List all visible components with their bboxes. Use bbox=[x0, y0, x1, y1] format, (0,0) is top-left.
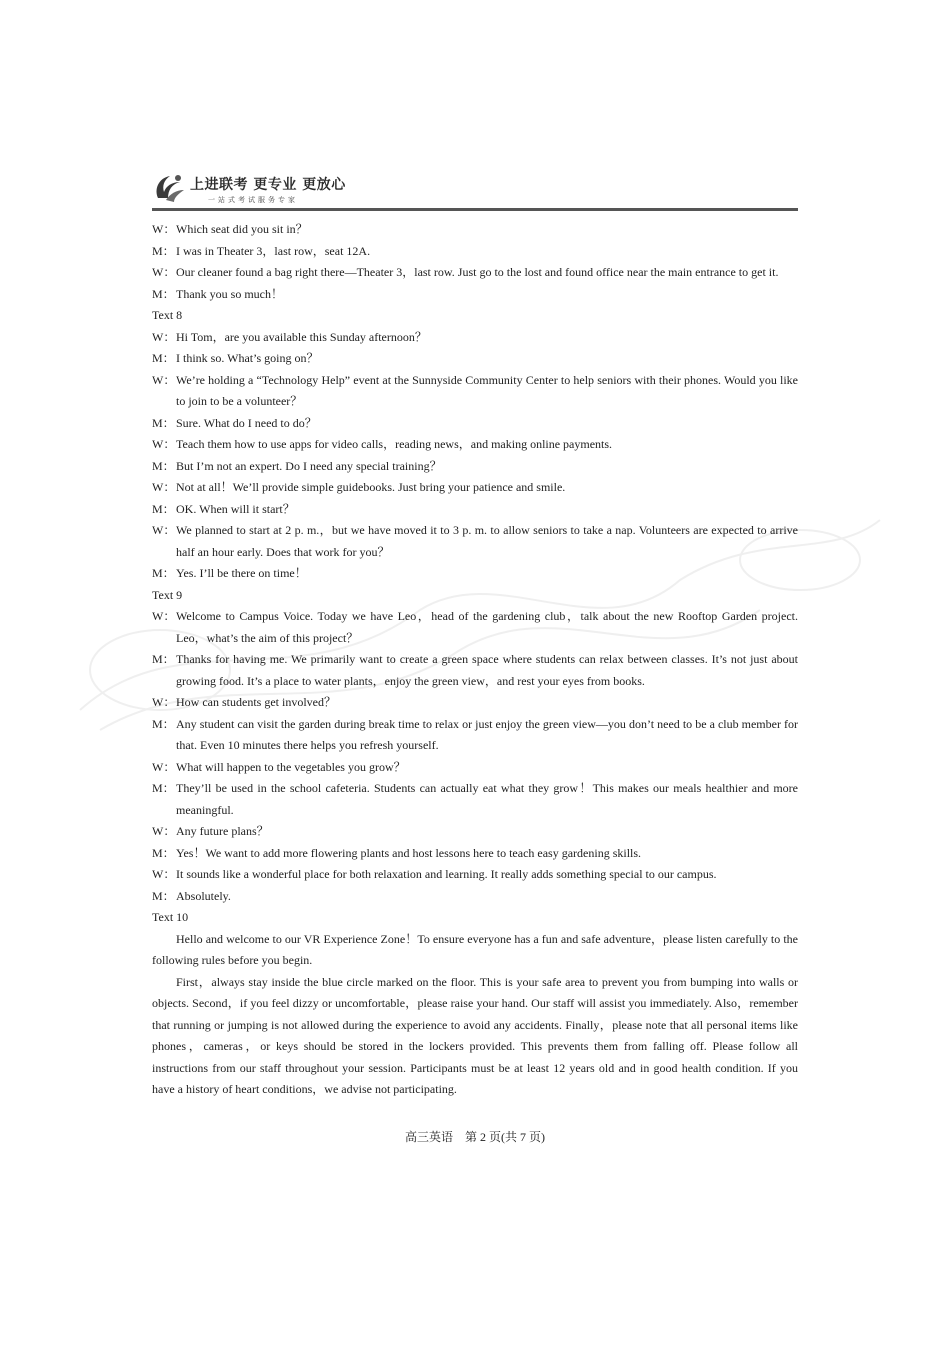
dialog-text: We’re holding a “Technology Help” event at the Sunnyside Community Center to help seniors with their phones. Would you like to join to be a volunteer？ bbox=[176, 372, 798, 408]
dialog-text: But I’m not an expert. Do I need any special training？ bbox=[176, 458, 442, 473]
dialog-line bbox=[152, 886, 798, 908]
speaker-label: M： bbox=[152, 501, 175, 516]
dialog-text: How can students get involved？ bbox=[176, 695, 336, 709]
section-label: Text 9 bbox=[152, 587, 183, 602]
dialog-text: Thanks for having me. We primarily want to create a green space where students can relax between classes. It’s not just about growing food. It’s a place to water plants，enjoy the green view，and rest your eyes from books. bbox=[176, 652, 798, 688]
dialog-line bbox=[152, 714, 798, 757]
dialog-text: Thank you so much！ bbox=[176, 286, 283, 301]
dialog-line bbox=[152, 499, 798, 521]
brand-logo-icon bbox=[152, 172, 186, 204]
dialog-line bbox=[152, 563, 798, 585]
dialog-text: I was in Theater 3，last row，seat 12A. bbox=[176, 243, 371, 258]
passage-paragraph: Hello and welcome to our VR Experience Zone！To ensure everyone has a fun and safe adventure，please listen carefully to the following rules before you begin. bbox=[152, 931, 798, 967]
speaker-label: M： bbox=[152, 652, 175, 666]
speaker-label: M： bbox=[152, 286, 175, 301]
dialog-line bbox=[152, 843, 798, 865]
dialog-text: Any future plans？ bbox=[176, 824, 269, 838]
speaker-label: M： bbox=[152, 888, 175, 903]
dialog-line bbox=[152, 241, 798, 263]
brand-subtitle: 一站式考试服务专家 bbox=[208, 196, 298, 204]
section-label: Text 8 bbox=[152, 308, 183, 322]
dialog-line bbox=[152, 348, 798, 370]
speaker-label: W： bbox=[152, 695, 176, 709]
speaker-label: M： bbox=[152, 243, 175, 258]
speaker-label: W： bbox=[152, 265, 176, 279]
page-header bbox=[152, 170, 798, 212]
dialog-text: Yes. I’ll be there on time！ bbox=[176, 566, 307, 580]
dialog-text: I think so. What’s going on？ bbox=[176, 351, 319, 365]
speaker-label: W： bbox=[152, 480, 176, 494]
dialog-text: Which seat did you sit in？ bbox=[176, 222, 308, 236]
speaker-label: W： bbox=[152, 824, 176, 838]
dialog-text: Not at all！We’ll provide simple guidebooks. Just bring your patience and smile. bbox=[176, 480, 566, 494]
dialog-text: Hi Tom，are you available this Sunday afternoon？ bbox=[176, 329, 427, 344]
dialog-line bbox=[152, 520, 798, 563]
dialog-line bbox=[152, 864, 798, 886]
section-label: Text 10 bbox=[152, 910, 189, 924]
dialog-line bbox=[152, 778, 798, 821]
dialog-line bbox=[152, 413, 798, 435]
dialog-text: What will happen to the vegetables you grow？ bbox=[176, 759, 406, 774]
speaker-label: W： bbox=[152, 867, 176, 881]
dialog-text: Any student can visit the garden during break time to relax or just enjoy the green view—you don’t need to be a club member for that. Even 10 minutes there helps you refresh yourself. bbox=[176, 716, 798, 752]
passage-paragraph: First，always stay inside the blue circle marked on the floor. This is your safe area to prevent you from bumping into walls or objects. Second，if you feel dizzy or uncomfortable，please raise your hand. Our staff will assist you immediately. Also，remember that running or jumping is not allowed during the experience to avoid any accidents. Finally，please note that all personal items like phones，cameras，or keys should be stored in the lockers provided. This prevents them from falling off. Please follow all instructions from our staff throughout your session. Participants must be at least 12 years old and in good health condition. If you have a history of heart conditions，we advise not participating. bbox=[152, 974, 798, 1096]
speaker-label: W： bbox=[152, 329, 176, 344]
dialog-line bbox=[152, 606, 798, 649]
dialog-line bbox=[152, 284, 798, 306]
speaker-label: M： bbox=[152, 781, 175, 795]
dialog-text: We planned to start at 2 p. m.，but we have moved it to 3 p. m. to allow seniors to take a nap. Volunteers are expected to arrive half an hour early. Does that work for you？ bbox=[176, 523, 798, 559]
dialog-line bbox=[152, 821, 798, 843]
speaker-label: M： bbox=[152, 351, 175, 365]
dialog-line bbox=[152, 692, 798, 714]
dialog-text: Welcome to Campus Voice. Today we have Leo，head of the gardening club，talk about the new Rooftop Garden project. Leo，what’s the aim of this project？ bbox=[176, 609, 798, 645]
speaker-label: M： bbox=[152, 845, 175, 860]
dialog-text: They’ll be used in the school cafeteria. Students can actually eat what they grow！This makes our meals healthier and more meaningful. bbox=[176, 781, 798, 817]
dialog-line bbox=[152, 262, 798, 284]
dialog-text: Sure. What do I need to do？ bbox=[176, 415, 317, 430]
dialog-line bbox=[152, 477, 798, 499]
speaker-label: W： bbox=[152, 759, 176, 774]
dialog-text: OK. When will it start？ bbox=[176, 501, 295, 516]
speaker-label: M： bbox=[152, 566, 175, 580]
speaker-label: W： bbox=[152, 437, 176, 451]
dialog-line bbox=[152, 757, 798, 779]
speaker-label: W： bbox=[152, 372, 176, 387]
dialog-text: Teach them how to use apps for video calls，reading news，and making online payments. bbox=[176, 437, 613, 451]
dialog-line bbox=[152, 434, 798, 456]
speaker-label: M： bbox=[152, 458, 175, 473]
speaker-label: W： bbox=[152, 222, 176, 236]
dialog-line bbox=[152, 327, 798, 349]
speaker-label: M： bbox=[152, 716, 175, 731]
document-body bbox=[152, 219, 798, 1101]
dialog-text: Our cleaner found a bag right there—Theater 3，last row. Just go to the lost and found office near the main entrance to get it. bbox=[176, 265, 779, 279]
dialog-text: It sounds like a wonderful place for both relaxation and learning. It really adds something special to our campus. bbox=[176, 867, 717, 881]
speaker-label: W： bbox=[152, 523, 176, 537]
page-footer: 高三英语 第 2 页(共 7 页) bbox=[405, 1130, 545, 1144]
dialog-text: Absolutely. bbox=[176, 888, 231, 903]
speaker-label: M： bbox=[152, 415, 175, 430]
brand-title: 上进联考 更专业 更放心 bbox=[190, 177, 346, 193]
dialog-line bbox=[152, 456, 798, 478]
header-rule bbox=[152, 208, 798, 211]
dialog-text: Yes！We want to add more flowering plants and host lessons here to teach easy gardening skills. bbox=[176, 845, 642, 860]
speaker-label: W： bbox=[152, 609, 176, 623]
dialog-line bbox=[152, 219, 798, 241]
dialog-line bbox=[152, 370, 798, 413]
dialog-line bbox=[152, 649, 798, 692]
